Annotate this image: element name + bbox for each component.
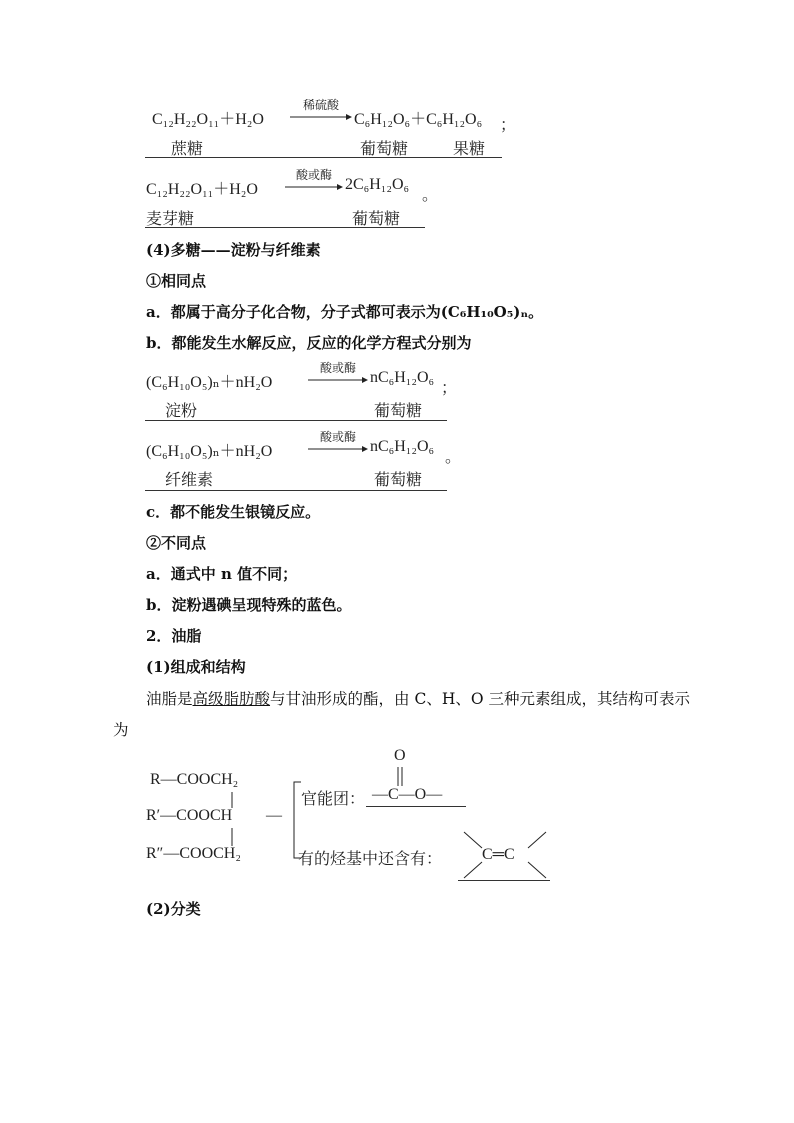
compound-name: 葡萄糖	[374, 470, 423, 489]
alkene-formula: C═C	[482, 846, 515, 863]
compound-name: 淀粉	[165, 401, 198, 420]
arrow-icon	[308, 376, 368, 384]
underline	[458, 880, 550, 881]
punctuation: ；	[500, 117, 517, 134]
compound-name: 葡萄糖	[374, 401, 423, 420]
formula: (C₆H₁₀O₅)ₙ	[440, 303, 529, 321]
structure-row: R′—COOCH	[146, 807, 233, 824]
reaction-condition: 酸或酶	[295, 168, 332, 182]
punctuation: ；	[441, 380, 458, 397]
divider-line	[145, 227, 425, 228]
carbonyl-oxygen: O	[394, 747, 406, 764]
subheading: (2)分类	[146, 900, 201, 918]
paragraph	[146, 301, 543, 322]
paragraph: b．都能发生水解反应，反应的化学方程式分别为	[146, 334, 472, 352]
reaction-condition: 稀硫酸	[302, 98, 339, 112]
structure-row: R″—COOCH₂	[146, 845, 241, 862]
reactant-formula: C₁₂H₂₂O₁₁＋H₂O	[152, 111, 264, 128]
paragraph: 为	[113, 721, 129, 739]
text-span: 油脂是	[146, 690, 193, 708]
arrow-icon	[290, 113, 352, 121]
subheading: (1)组成和结构	[146, 658, 246, 676]
reaction-condition: 酸或酶	[319, 430, 356, 444]
compound-name: 蔗糖	[171, 139, 204, 158]
reactant-formula: (C₆H₁₀O₅)ₙ＋nH₂O	[146, 374, 273, 391]
section-heading: (4)多糖——淀粉与纤维素	[146, 241, 321, 259]
compound-name: 葡萄糖	[352, 209, 401, 228]
structure-row: R—COOCH₂	[150, 771, 239, 788]
paragraph	[146, 687, 690, 709]
structure-bonds	[225, 790, 240, 850]
reactant-formula: (C₆H₁₀O₅)ₙ＋nH₂O	[146, 443, 273, 460]
product-formula: 2C₆H₁₂O₆	[345, 176, 410, 193]
functional-group-label: 官能团：	[301, 789, 366, 808]
alkene-label: 有的烃基中还含有：	[298, 849, 443, 868]
divider-line	[145, 490, 447, 491]
punctuation: 。	[445, 449, 462, 466]
product-formula: nC₆H₁₂O₆	[370, 369, 435, 386]
product-formula: C₆H₁₂O₆＋C₆H₁₂O₆	[354, 111, 483, 128]
compound-name: 纤维素	[165, 470, 214, 489]
carbonyl-double-bond	[393, 766, 407, 788]
compound-name: 麦芽糖	[146, 209, 195, 228]
paragraph: c．都不能发生银镜反应。	[146, 503, 321, 521]
paragraph: a．通式中 n 值不同；	[146, 565, 298, 583]
connector-dash: —	[266, 807, 282, 824]
reaction-condition: 酸或酶	[319, 361, 356, 375]
product-formula: nC₆H₁₂O₆	[370, 438, 435, 455]
reactant-formula: C₁₂H₂₂O₁₁＋H₂O	[146, 181, 258, 198]
underline	[366, 806, 466, 807]
text-span: 。	[528, 303, 544, 321]
text-span: a．都属于高分子化合物，分子式都可表示为	[146, 303, 441, 321]
arrow-icon	[308, 445, 368, 453]
divider-line	[145, 420, 447, 421]
ester-group-formula: —C—O—	[372, 786, 443, 803]
punctuation: 。	[422, 187, 439, 204]
subheading: ②不同点	[146, 534, 207, 552]
section-heading: 2．油脂	[146, 627, 202, 645]
arrow-icon	[285, 183, 343, 191]
compound-name: 葡萄糖	[360, 139, 409, 158]
divider-line	[145, 157, 502, 158]
subheading: ①相同点	[146, 272, 207, 290]
compound-name: 果糖	[453, 139, 486, 158]
underlined-term: 高级脂肪酸	[192, 690, 271, 708]
text-span: 与甘油形成的酯，由 C、H、O 三种元素组成，其结构可表示	[270, 690, 690, 708]
paragraph: b．淀粉遇碘呈现特殊的蓝色。	[146, 596, 352, 614]
